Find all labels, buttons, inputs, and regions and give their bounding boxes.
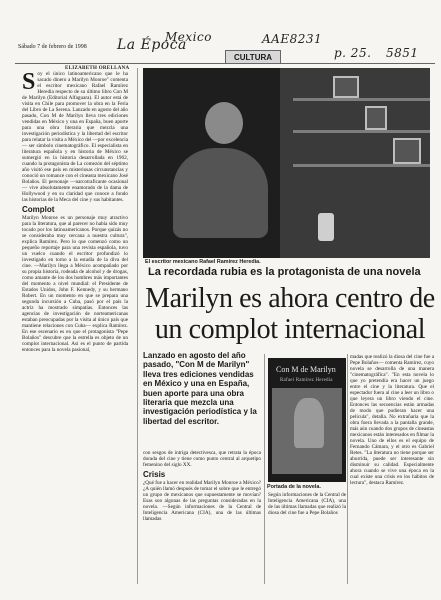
photo-frame: [393, 138, 421, 164]
handwritten-note-country: Mexico: [165, 30, 212, 44]
book-cover: [268, 358, 346, 482]
book-author: Rafael Ramírez Heredia: [280, 378, 333, 383]
column-rule: [347, 354, 348, 584]
subhead-crisis: Crisis: [143, 470, 166, 479]
kicker: La recordada rubia es la protagonista de una novela: [148, 266, 421, 278]
drop-cap: S: [22, 71, 36, 95]
column-rule: [264, 354, 265, 584]
photo-shelf: [293, 164, 430, 167]
handwritten-note-paper: La Época: [117, 37, 187, 53]
crisis-text: ¿Qué fue a hacer en realidad Marilyn Monroe a México? ¿A quién llamó después de tomar el sobre que le entregó un grupo de mexicanos que supuestamente se movían? Esas son algunas de las preguntas consideradas en la novela. —Según informaciones de la Central de Inteligencia Americana (CIA), una de las últimas llamadas: [143, 480, 261, 522]
right-text: madas que realizó la diosa del cine fue a Pepe Bolaños— comenta Ramírez, cuyo novela se desarrolla de una manera "cinematográfica". "En esta novela lo que yo pretendía era hacer un juego entre el cine y la literatura. Que el espectador fuera al cine a leer un libro o que leyera un libro viendo el cine. Entonces las secuencias están armadas de modo que pudieran hacer una película", detalla. No extrañaría que la obra fuera llevada a la pantalla grande, más aún cuando dos grupos de cineastas mexicanos están interesados en filmar la novela. Uno de ellos es el equipo de Fernando Cámara, y el otro es Gabriel Retes. "La literatura no tiene porque ser aburrida, puede ser interesante sin disminuir su calidad. Especialmente ahora cuando se vive una época en la cual existe una crisis en los hábitos de lectura", destaca Ramírez.: [350, 354, 434, 486]
middle-column: [143, 450, 261, 584]
mid-text: con sesgos de intriga detectivesca, que retrata la época dorada del cine y tiene como punto central al arquetipo femenino del siglo XX.: [143, 450, 261, 468]
photo-caption: El escritor mexicano Rafael Ramírez Heredia.: [145, 259, 261, 265]
handwritten-note-code: AAE8231: [262, 32, 323, 46]
photo-frame: [333, 76, 359, 98]
bottom-middle-column: [268, 492, 346, 584]
handwritten-note-page: p. 25.: [334, 46, 372, 60]
photo-figure: [173, 148, 268, 238]
author-photo: [143, 68, 430, 258]
book-title: Con M de Marilyn: [276, 365, 336, 374]
header-rule: [15, 63, 435, 64]
photo-frame: [365, 106, 387, 130]
subhead-complot: Complot: [22, 205, 55, 214]
section-label: CULTURA: [225, 50, 281, 64]
bottom-mid-text: Según informaciones de la Central de Inteligencia Americana (CIA), una de las últimas llamadas que realizó la diosa del cine fue a Pepe Bolaños: [268, 492, 346, 516]
book-caption: Portada de la novela.: [267, 484, 321, 490]
lead-paragraph: Lanzado en agosto del año pasado, "Con M de Marilyn" lleva tres ediciones vendidas en México y una en España, buen aporte para una obra literaria que mezcla una investigación periodística y la libertad del escritor.: [143, 351, 257, 426]
right-column: [350, 354, 434, 584]
photo-face: [205, 102, 243, 144]
handwritten-note-number: 5851: [386, 46, 419, 60]
photo-shelf: [293, 98, 430, 101]
photo-shelf: [293, 130, 430, 133]
photo-glass: [318, 213, 334, 241]
book-cover-figure: [294, 398, 324, 448]
byline: ELIZABETH ORELLANA: [65, 66, 130, 71]
headline: Marilyn es ahora centro de un complot internacional: [145, 283, 435, 345]
issue-date: Sábado 7 de febrero de 1998: [18, 44, 87, 50]
complot-text: Marilyn Monroe es un personaje muy atractivo para la literatura, que al parecer no había sido muy tocado por los latinoamericanos. Porque quizás no se consideraba muy cercana a nuestra cultura", explica Ramírez. Pero lo que comenzó como un pequeño reportaje para una revista española, tuvo un vuelco cuando el escritor profundizó lo investigado en torno a la estadía de la diva del cine. —Marilyn llega a México acompañado por su propia historia, rodeada de alcohol y de drogas, como amante de los dos hombres más importantes del momento a nivel mundial: el Presidente de Estados Unidos, John F. Kennedy, y su hermano Robert. En un momento en que se prepara una segunda incursión a Cuba, pasó por el país la actriz ha mostrado simpatías. Entonces las agencias de investigación de norteamericanas estaban preocupadas por la visita al único país que mantiene relaciones con Cuba— explica Ramírez. En ese escenario es en que el protagonista "Pepe Bolaños" descubre que la estrella es objeto de un complot internacional. Así es el punto de partida entonces para la novela pasional,: [22, 215, 128, 353]
column-rule: [137, 68, 138, 584]
left-column: [22, 71, 128, 584]
intro-text: oy el único latinoamericano que le ha sacado dinero a Marilyn Monroe" comenta el escritor mexicano Rafael Ramírez Heredia respecto de su último libro Con M de Marilyn (Editorial Alfaguara). El autor está de visita en Chile para promover la obra en la Feria del Libro de La Serena. Lanzado en agosto del año pasado, Con M de Marilyn lleva tres ediciones vendidas en México y una en España, buen aporte para una obra literaria que mezcla una investigación periodística y la libertad del escritor para relatar la visita a México del —por excelencia— ser símbolo cinematográfico. El especialista en literatura española y en historia de México se sumergió en la historia desarrollada en 1962, cuando la protagonista de La comezón del séptimo año visitó ese país en misteriosas circunstancias y conoció un romance con el cineasta mexicano José Bolaños. El personaje —narcotraficante ocasional— vive absolutamente enamorado de la dama de Hollywood y en su claridad que conoce a fondo las historias de la Meca del cine y sus habitantes.: [22, 71, 128, 203]
